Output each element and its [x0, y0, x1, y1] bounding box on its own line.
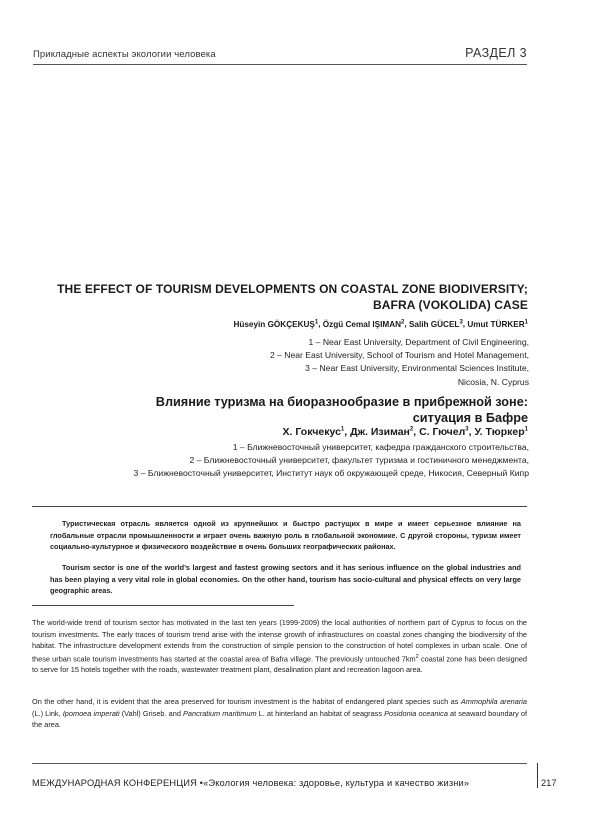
page-number: 217: [541, 778, 557, 788]
affiliation-line: 3 – Ближневосточный университет, Институт наук об окружающей среде, Никосия, Северный Кипр: [133, 468, 529, 479]
affiliation-line: 2 – Ближневосточный университет, факультет туризма и гостиничного менеджмента,: [189, 455, 529, 466]
author-ru-2: Дж. Изиман$^2$: [350, 426, 414, 438]
title-ru-line1: Влияние туризма на биоразнообразие в прибрежной зоне:: [155, 395, 528, 409]
author-ru-1: Х. Гокчекус$^1$: [282, 426, 345, 438]
affiliations-ru: [134, 441, 529, 481]
author-ru-4: У. Тюркер$^1$: [474, 426, 528, 438]
affiliation-line: 2 – Near East University, School of Tourism and Hotel Management,: [269, 350, 529, 361]
author-ru-3: С. Гючел$^3$: [419, 426, 469, 438]
paper-title-en: [40, 282, 528, 313]
affiliation-line: 1 – Near East University, Department of Civil Engineering,: [308, 337, 529, 347]
title-en-line2: BAFRA (VOKOLIDA) CASE: [373, 297, 528, 312]
body-paragraph-1: The world-wide trend of tourism sector has motivated in the last ten years (1999-2009) the local authorities of northern part of Cyprus to focus on the tourism investments. The early traces of tourism trend arise with the intense growth of infrastructures on coastal zones changing the biodiversity of the habitat. The infrastructure development extends from the construction of simple pension to the construction of hotel complexes in urban scale. One of these urban scale tourism investments has started at the coastal area of Bafra village. The previously untouched $7km^2$ coastal zone has been designed to serve for 15 hotels together with the roads, wastewater treatment plant, desalination plant and recreation lagoon area.: [32, 618, 527, 675]
author-en-2: Özgü Cemal IŞIMAN$^2$: [322, 319, 405, 329]
header-divider: [33, 64, 527, 65]
affiliations-en: [270, 336, 529, 389]
footer-conference: МЕЖДУНАРОДНАЯ КОНФЕРЕНЦИЯ •«Экология человека: здоровье, культура и качество жизни»: [32, 778, 470, 788]
author-en-1: Hüseyin GÖKÇEKUŞ$^1$: [233, 319, 319, 329]
abstract-ru: Туристическая отрасль является одной из крупнейших и быстро растущих в мире и имеет серьезное влияние на глобальные отрасли промышленности и играет очень важную роль в глобальной экономике. С другой стороны, туризм имеет социально-культурное и физического воздействие в очень больших географических районах.: [50, 519, 521, 551]
affiliation-line: 3 – Near East University, Environmental Sciences Institute,: [305, 363, 529, 374]
author-en-3: Salih GÜCEL$^3$: [408, 319, 463, 329]
title-en-line1: THE EFFECT OF TOURISM DEVELOPMENTS ON COASTAL ZONE BIODIVERSITY;: [57, 282, 528, 296]
body-paragraph-2: On the other hand, it is evident that the area preserved for tourism investment is the habitat of endangered plant species such as Ammophila arenaria (L.) Link, Ipomoea imperati (Vahl) Griseb. and Pancratium maritimum L. at hinterland an habitat of seagrass Posidonia oceanica at seaward boundary of the area.: [32, 697, 528, 729]
section-label: РАЗДЕЛ 3: [465, 46, 527, 60]
title-ru-line2: ситуация в Бафре: [412, 411, 528, 425]
affiliation-line: 1 – Ближневосточный университет, кафедра гражданского строительства,: [232, 442, 529, 452]
body-divider: [32, 605, 294, 606]
footer-separator: [537, 763, 538, 788]
paper-title-ru: [40, 394, 528, 426]
authors-ru: Х. Гокчекус$^1$, Дж. Изиман$^2$, С. Гючел$^3$, У. Тюркер$^1$: [282, 426, 528, 438]
author-en-4: Umut TÜRKER$^1$: [467, 319, 528, 329]
authors-en: Hüseyin GÖKÇEKUŞ$^1$, Özgü Cemal IŞIMAN$^2$, Salih GÜCEL$^3$, Umut TÜRKER$^1$: [233, 319, 528, 329]
abstract-divider: [32, 506, 527, 507]
abstract-en: Tourism sector is one of the world’s largest and fastest growing sectors and it has serious influence on the global industries and has been playing a very vital role in global economies. On the other hand, tourism has socio-cultural and physical effects on very large geographic areas.: [50, 563, 521, 595]
footer-divider: [32, 763, 527, 764]
affiliation-line: Nicosia, N. Cyprus: [457, 376, 529, 387]
running-header-left: Прикладные аспекты экологии человека: [33, 49, 216, 60]
